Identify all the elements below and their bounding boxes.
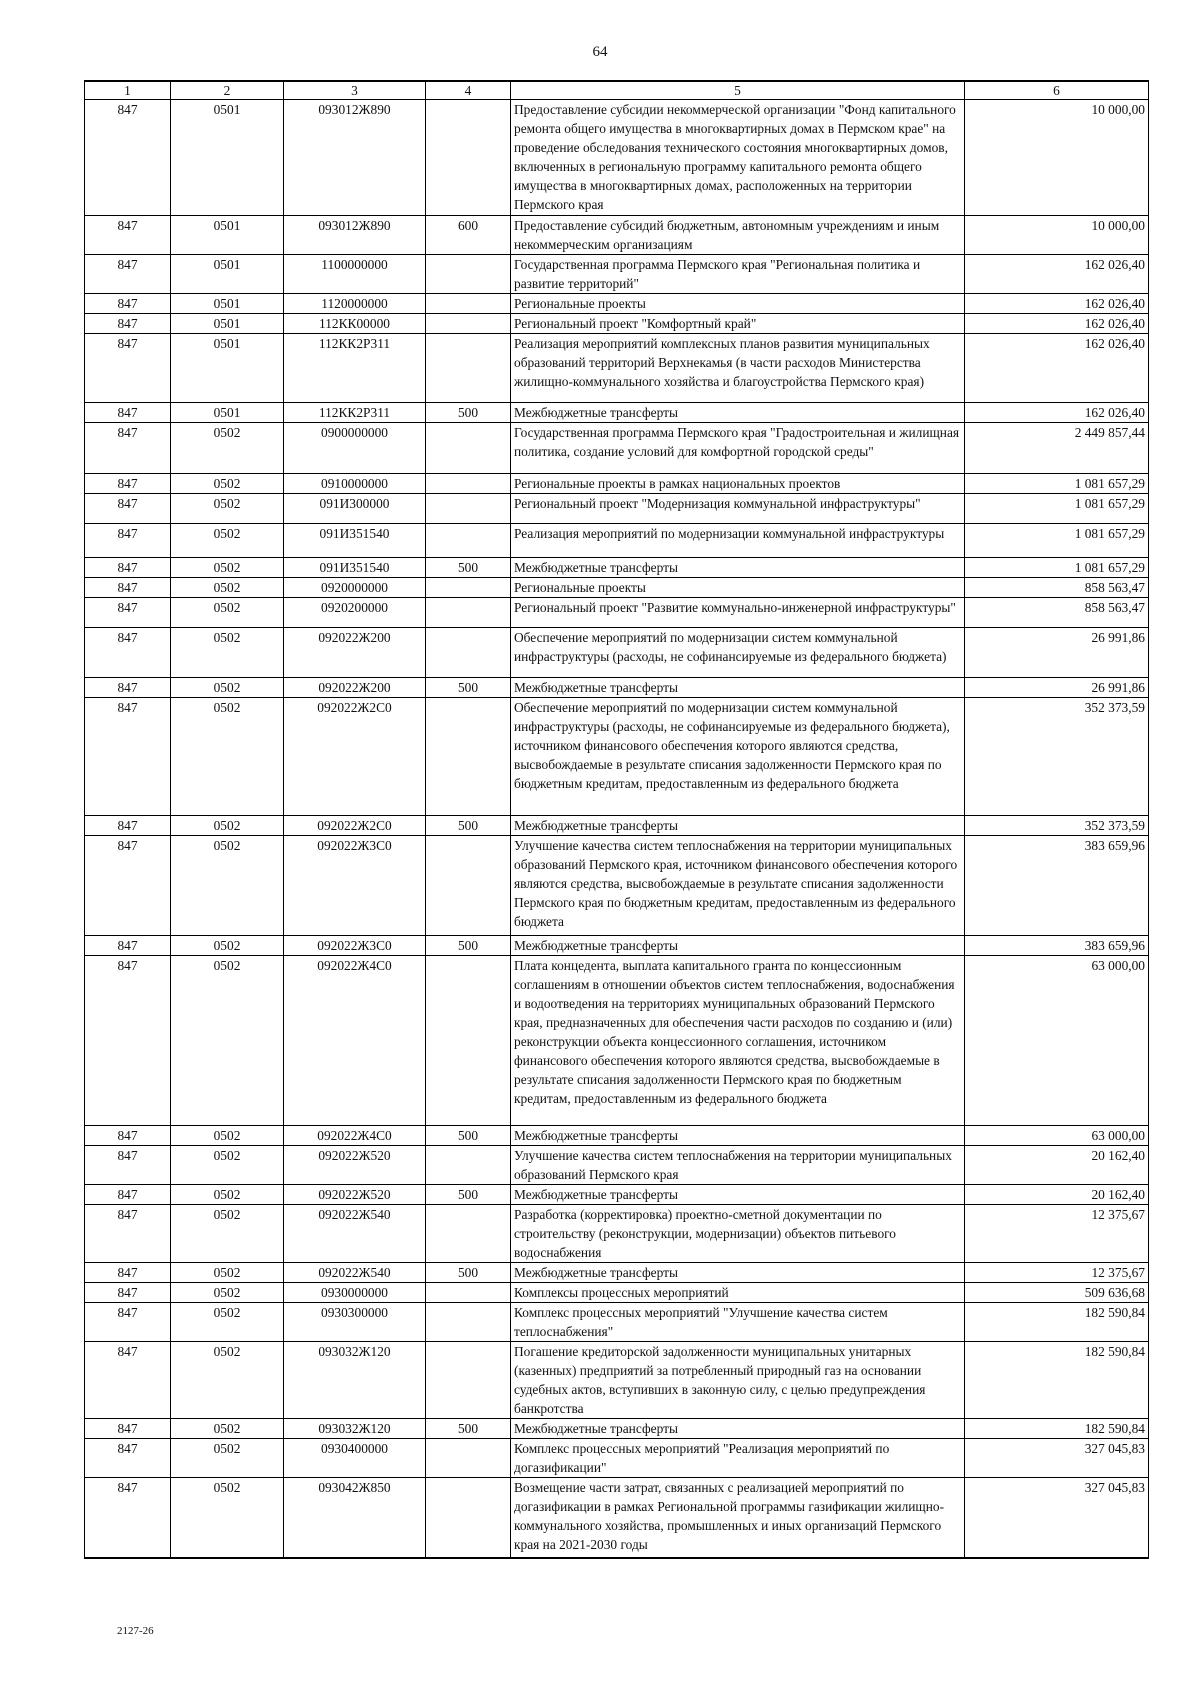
cell-target-article: 093012Ж890 [284,216,426,255]
cell-amount: 10 000,00 [965,100,1149,216]
cell-target-article: 0920200000 [284,598,426,628]
cell-target-article: 092022Ж3С0 [284,936,426,956]
cell-ministry-code: 847 [85,1146,171,1185]
table-row [85,1419,1149,1439]
cell-ministry-code: 847 [85,474,171,494]
cell-section-code: 0502 [171,936,284,956]
cell-ministry-code: 847 [85,936,171,956]
page-number: 64 [592,44,608,60]
cell-target-article: 093032Ж120 [284,1342,426,1419]
cell-expense-type [426,524,511,558]
cell-description: Комплекс процессных мероприятий "Улучшение качества систем теплоснабжения" [511,1303,965,1342]
cell-ministry-code: 847 [85,1283,171,1303]
cell-target-article: 092022Ж2С0 [284,816,426,836]
cell-section-code: 0502 [171,494,284,524]
cell-description: Государственная программа Пермского края "Региональная политика и развитие территорий" [511,255,965,294]
table-row [85,836,1149,936]
cell-section-code: 0502 [171,698,284,816]
cell-section-code: 0502 [171,836,284,936]
cell-amount: 63 000,00 [965,956,1149,1126]
cell-ministry-code: 847 [85,578,171,598]
cell-target-article: 093012Ж890 [284,100,426,216]
cell-amount: 162 026,40 [965,314,1149,334]
cell-ministry-code: 847 [85,816,171,836]
cell-amount: 1 081 657,29 [965,474,1149,494]
cell-section-code: 0502 [171,1263,284,1283]
cell-section-code: 0501 [171,100,284,216]
cell-ministry-code: 847 [85,334,171,403]
cell-expense-type: 600 [426,216,511,255]
cell-expense-type [426,494,511,524]
cell-ministry-code: 847 [85,678,171,698]
cell-section-code: 0502 [171,1478,284,1558]
table-row [85,1185,1149,1205]
cell-ministry-code: 847 [85,836,171,936]
cell-target-article: 0930300000 [284,1303,426,1342]
cell-target-article: 0920000000 [284,578,426,598]
cell-description: Региональные проекты [511,578,965,598]
cell-amount: 383 659,96 [965,836,1149,936]
table-row [85,1303,1149,1342]
cell-description: Возмещение части затрат, связанных с реализацией мероприятий по догазификации в рамках Региональной программы газификации жилищно-коммунального хозяйства, промышленных и иных организаций Пермского края на 2021-2030 годы [511,1478,965,1558]
cell-expense-type [426,578,511,598]
cell-description: Региональный проект "Развитие коммунально-инженерной инфраструктуры" [511,598,965,628]
cell-expense-type [426,1283,511,1303]
cell-expense-type: 500 [426,678,511,698]
cell-ministry-code: 847 [85,1342,171,1419]
cell-expense-type: 500 [426,1126,511,1146]
cell-amount: 327 045,83 [965,1478,1149,1558]
table-row [85,100,1149,216]
table-row [85,1263,1149,1283]
cell-description: Плата концедента, выплата капитального гранта по концессионным соглашениям в отношении объектов систем теплоснабжения, водоснабжения и водоотведения на территориях муниципальных образований Пермского края, предназначенных для обеспечения части расходов по созданию и (или) реконструкции объекта концессионного соглашения, источником финансового обеспечения которого являются средства, высвобождаемые в результате списания задолженности Пермского края по бюджетным кредитам, предоставленным из федерального бюджета [511,956,965,1126]
cell-target-article: 0910000000 [284,474,426,494]
cell-section-code: 0502 [171,1342,284,1419]
cell-section-code: 0501 [171,216,284,255]
cell-expense-type: 500 [426,1419,511,1439]
table-row [85,294,1149,314]
cell-description: Межбюджетные трансферты [511,1185,965,1205]
cell-target-article: 1100000000 [284,255,426,294]
cell-amount: 20 162,40 [965,1146,1149,1185]
cell-target-article: 091И351540 [284,558,426,578]
cell-section-code: 0502 [171,816,284,836]
table-row [85,1205,1149,1263]
cell-section-code: 0501 [171,403,284,423]
table-row [85,578,1149,598]
budget-table [84,80,1149,1559]
cell-expense-type [426,474,511,494]
cell-expense-type: 500 [426,1185,511,1205]
table-row [85,474,1149,494]
cell-section-code: 0502 [171,524,284,558]
header-col-2: 2 [171,81,284,100]
cell-expense-type [426,1439,511,1478]
cell-target-article: 092022Ж520 [284,1146,426,1185]
cell-description: Комплексы процессных мероприятий [511,1283,965,1303]
header-col-5: 5 [511,81,965,100]
cell-expense-type: 500 [426,558,511,578]
table-row [85,816,1149,836]
cell-description: Реализация мероприятий по модернизации коммунальной инфраструктуры [511,524,965,558]
cell-description: Региональные проекты в рамках национальных проектов [511,474,965,494]
cell-ministry-code: 847 [85,1439,171,1478]
cell-amount: 162 026,40 [965,294,1149,314]
cell-section-code: 0502 [171,1303,284,1342]
cell-amount: 26 991,86 [965,628,1149,678]
cell-section-code: 0502 [171,423,284,474]
cell-ministry-code: 847 [85,403,171,423]
cell-ministry-code: 847 [85,524,171,558]
cell-target-article: 1120000000 [284,294,426,314]
cell-description: Межбюджетные трансферты [511,558,965,578]
cell-expense-type [426,836,511,936]
cell-target-article: 112КК2Р311 [284,403,426,423]
cell-amount: 182 590,84 [965,1342,1149,1419]
cell-expense-type [426,598,511,628]
cell-amount: 10 000,00 [965,216,1149,255]
cell-amount: 327 045,83 [965,1439,1149,1478]
cell-target-article: 091И300000 [284,494,426,524]
cell-section-code: 0501 [171,314,284,334]
cell-section-code: 0502 [171,1283,284,1303]
cell-ministry-code: 847 [85,628,171,678]
cell-ministry-code: 847 [85,1419,171,1439]
cell-description: Региональные проекты [511,294,965,314]
table-row [85,628,1149,678]
cell-amount: 383 659,96 [965,936,1149,956]
table-row [85,956,1149,1126]
cell-description: Предоставление субсидии некоммерческой организации "Фонд капитального ремонта общего имущества в многоквартирных домах в Пермском крае" на проведение обследования технического состояния многоквартирных домов, включенных в региональную программу капитального ремонта общего имущества в многоквартирных домах, расположенных на территории Пермского края [511,100,965,216]
table-row [85,524,1149,558]
cell-ministry-code: 847 [85,423,171,474]
header-col-4: 4 [426,81,511,100]
cell-amount: 1 081 657,29 [965,494,1149,524]
table-row [85,334,1149,403]
cell-expense-type [426,698,511,816]
cell-section-code: 0502 [171,628,284,678]
cell-amount: 162 026,40 [965,255,1149,294]
cell-description: Погашение кредиторской задолженности муниципальных унитарных (казенных) предприятий за потребленный природный газ на основании судебных актов, вступивших в законную силу, с целью предупреждения банкротства [511,1342,965,1419]
table-row [85,1283,1149,1303]
table-row [85,255,1149,294]
cell-ministry-code: 847 [85,216,171,255]
cell-amount: 2 449 857,44 [965,423,1149,474]
cell-expense-type: 500 [426,1263,511,1283]
cell-ministry-code: 847 [85,598,171,628]
header-col-3: 3 [284,81,426,100]
cell-expense-type [426,1303,511,1342]
cell-target-article: 092022Ж200 [284,678,426,698]
cell-description: Комплекс процессных мероприятий "Реализация мероприятий по догазификации" [511,1439,965,1478]
cell-section-code: 0502 [171,1439,284,1478]
cell-expense-type [426,1146,511,1185]
cell-amount: 63 000,00 [965,1126,1149,1146]
cell-target-article: 093042Ж850 [284,1478,426,1558]
table-row [85,216,1149,255]
cell-ministry-code: 847 [85,1185,171,1205]
cell-ministry-code: 847 [85,255,171,294]
cell-amount: 858 563,47 [965,598,1149,628]
cell-section-code: 0502 [171,956,284,1126]
cell-amount: 1 081 657,29 [965,524,1149,558]
cell-expense-type [426,956,511,1126]
cell-description: Региональный проект "Модернизация коммунальной инфраструктуры" [511,494,965,524]
cell-description: Улучшение качества систем теплоснабжения на территории муниципальных образований Пермского края, источником финансового обеспечения которого являются средства, высвобождаемые в результате списания задолженности Пермского края по бюджетным кредитам, предоставленным из федерального бюджета [511,836,965,936]
cell-target-article: 092022Ж4С0 [284,1126,426,1146]
cell-amount: 352 373,59 [965,816,1149,836]
table-row [85,403,1149,423]
cell-expense-type [426,1478,511,1558]
cell-expense-type [426,100,511,216]
cell-target-article: 0930400000 [284,1439,426,1478]
cell-section-code: 0502 [171,1419,284,1439]
cell-expense-type: 500 [426,816,511,836]
cell-description: Обеспечение мероприятий по модернизации систем коммунальной инфраструктуры (расходы, не софинансируемые из федерального бюджета) [511,628,965,678]
table-row [85,314,1149,334]
cell-ministry-code: 847 [85,1303,171,1342]
cell-amount: 509 636,68 [965,1283,1149,1303]
cell-ministry-code: 847 [85,1205,171,1263]
cell-target-article: 091И351540 [284,524,426,558]
cell-expense-type [426,294,511,314]
cell-section-code: 0501 [171,255,284,294]
cell-ministry-code: 847 [85,494,171,524]
cell-description: Государственная программа Пермского края "Градостроительная и жилищная политика, создание условий для комфортной городской среды" [511,423,965,474]
cell-ministry-code: 847 [85,100,171,216]
cell-section-code: 0502 [171,1205,284,1263]
cell-ministry-code: 847 [85,1126,171,1146]
cell-expense-type [426,1205,511,1263]
cell-description: Межбюджетные трансферты [511,1263,965,1283]
cell-section-code: 0502 [171,598,284,628]
cell-section-code: 0502 [171,678,284,698]
cell-expense-type [426,334,511,403]
cell-target-article: 092022Ж4С0 [284,956,426,1126]
cell-expense-type [426,314,511,334]
cell-expense-type: 500 [426,403,511,423]
footer-document-code: 2127-26 [117,1625,154,1637]
cell-description: Межбюджетные трансферты [511,936,965,956]
cell-ministry-code: 847 [85,1478,171,1558]
cell-description: Предоставление субсидий бюджетным, автономным учреждениям и иным некоммерческим организациям [511,216,965,255]
cell-target-article: 092022Ж3С0 [284,836,426,936]
cell-section-code: 0502 [171,1126,284,1146]
cell-amount: 182 590,84 [965,1419,1149,1439]
cell-amount: 12 375,67 [965,1205,1149,1263]
cell-ministry-code: 847 [85,294,171,314]
cell-target-article: 112КК00000 [284,314,426,334]
cell-amount: 20 162,40 [965,1185,1149,1205]
cell-ministry-code: 847 [85,698,171,816]
cell-description: Межбюджетные трансферты [511,1126,965,1146]
cell-target-article: 092022Ж520 [284,1185,426,1205]
cell-amount: 182 590,84 [965,1303,1149,1342]
cell-expense-type: 500 [426,936,511,956]
cell-ministry-code: 847 [85,558,171,578]
cell-expense-type [426,1342,511,1419]
cell-target-article: 092022Ж540 [284,1205,426,1263]
cell-section-code: 0502 [171,1146,284,1185]
cell-section-code: 0501 [171,294,284,314]
cell-target-article: 092022Ж540 [284,1263,426,1283]
table-header-row [85,81,1149,100]
table-row [85,1126,1149,1146]
table-row [85,598,1149,628]
cell-target-article: 093032Ж120 [284,1419,426,1439]
cell-amount: 162 026,40 [965,334,1149,403]
cell-amount: 858 563,47 [965,578,1149,598]
cell-section-code: 0502 [171,578,284,598]
cell-target-article: 0900000000 [284,423,426,474]
table-row [85,1342,1149,1419]
cell-target-article: 0930000000 [284,1283,426,1303]
cell-amount: 26 991,86 [965,678,1149,698]
table-row [85,1146,1149,1185]
cell-description: Межбюджетные трансферты [511,816,965,836]
cell-description: Межбюджетные трансферты [511,1419,965,1439]
cell-expense-type [426,255,511,294]
table-row [85,936,1149,956]
table-row [85,678,1149,698]
header-col-6: 6 [965,81,1149,100]
cell-ministry-code: 847 [85,956,171,1126]
cell-amount: 12 375,67 [965,1263,1149,1283]
cell-amount: 162 026,40 [965,403,1149,423]
cell-description: Обеспечение мероприятий по модернизации систем коммунальной инфраструктуры (расходы, не софинансируемые из федерального бюджета), источником финансового обеспечения которого являются средства, высвобождаемые в результате списания задолженности Пермского края по бюджетным кредитам, предоставленным из федерального бюджета [511,698,965,816]
table-row [85,1439,1149,1478]
cell-description: Межбюджетные трансферты [511,678,965,698]
table-row [85,698,1149,816]
cell-description: Улучшение качества систем теплоснабжения на территории муниципальных образований Пермского края [511,1146,965,1185]
table-row [85,423,1149,474]
cell-expense-type [426,423,511,474]
table-body [85,100,1149,1558]
table-row [85,1478,1149,1558]
table-row [85,558,1149,578]
cell-ministry-code: 847 [85,314,171,334]
cell-amount: 352 373,59 [965,698,1149,816]
cell-description: Региональный проект "Комфортный край" [511,314,965,334]
cell-section-code: 0502 [171,474,284,494]
cell-section-code: 0501 [171,334,284,403]
cell-expense-type [426,628,511,678]
cell-description: Реализация мероприятий комплексных планов развития муниципальных образований территорий Верхнекамья (в части расходов Министерства жилищно-коммунального хозяйства и благоустройства Пермского края) [511,334,965,403]
cell-target-article: 092022Ж2С0 [284,698,426,816]
cell-section-code: 0502 [171,1185,284,1205]
table-row [85,494,1149,524]
cell-description: Разработка (корректировка) проектно-сметной документации по строительству (реконструкции, модернизации) объектов питьевого водоснабжения [511,1205,965,1263]
cell-target-article: 092022Ж200 [284,628,426,678]
cell-description: Межбюджетные трансферты [511,403,965,423]
cell-amount: 1 081 657,29 [965,558,1149,578]
header-col-1: 1 [85,81,171,100]
cell-target-article: 112КК2Р311 [284,334,426,403]
cell-section-code: 0502 [171,558,284,578]
cell-ministry-code: 847 [85,1263,171,1283]
